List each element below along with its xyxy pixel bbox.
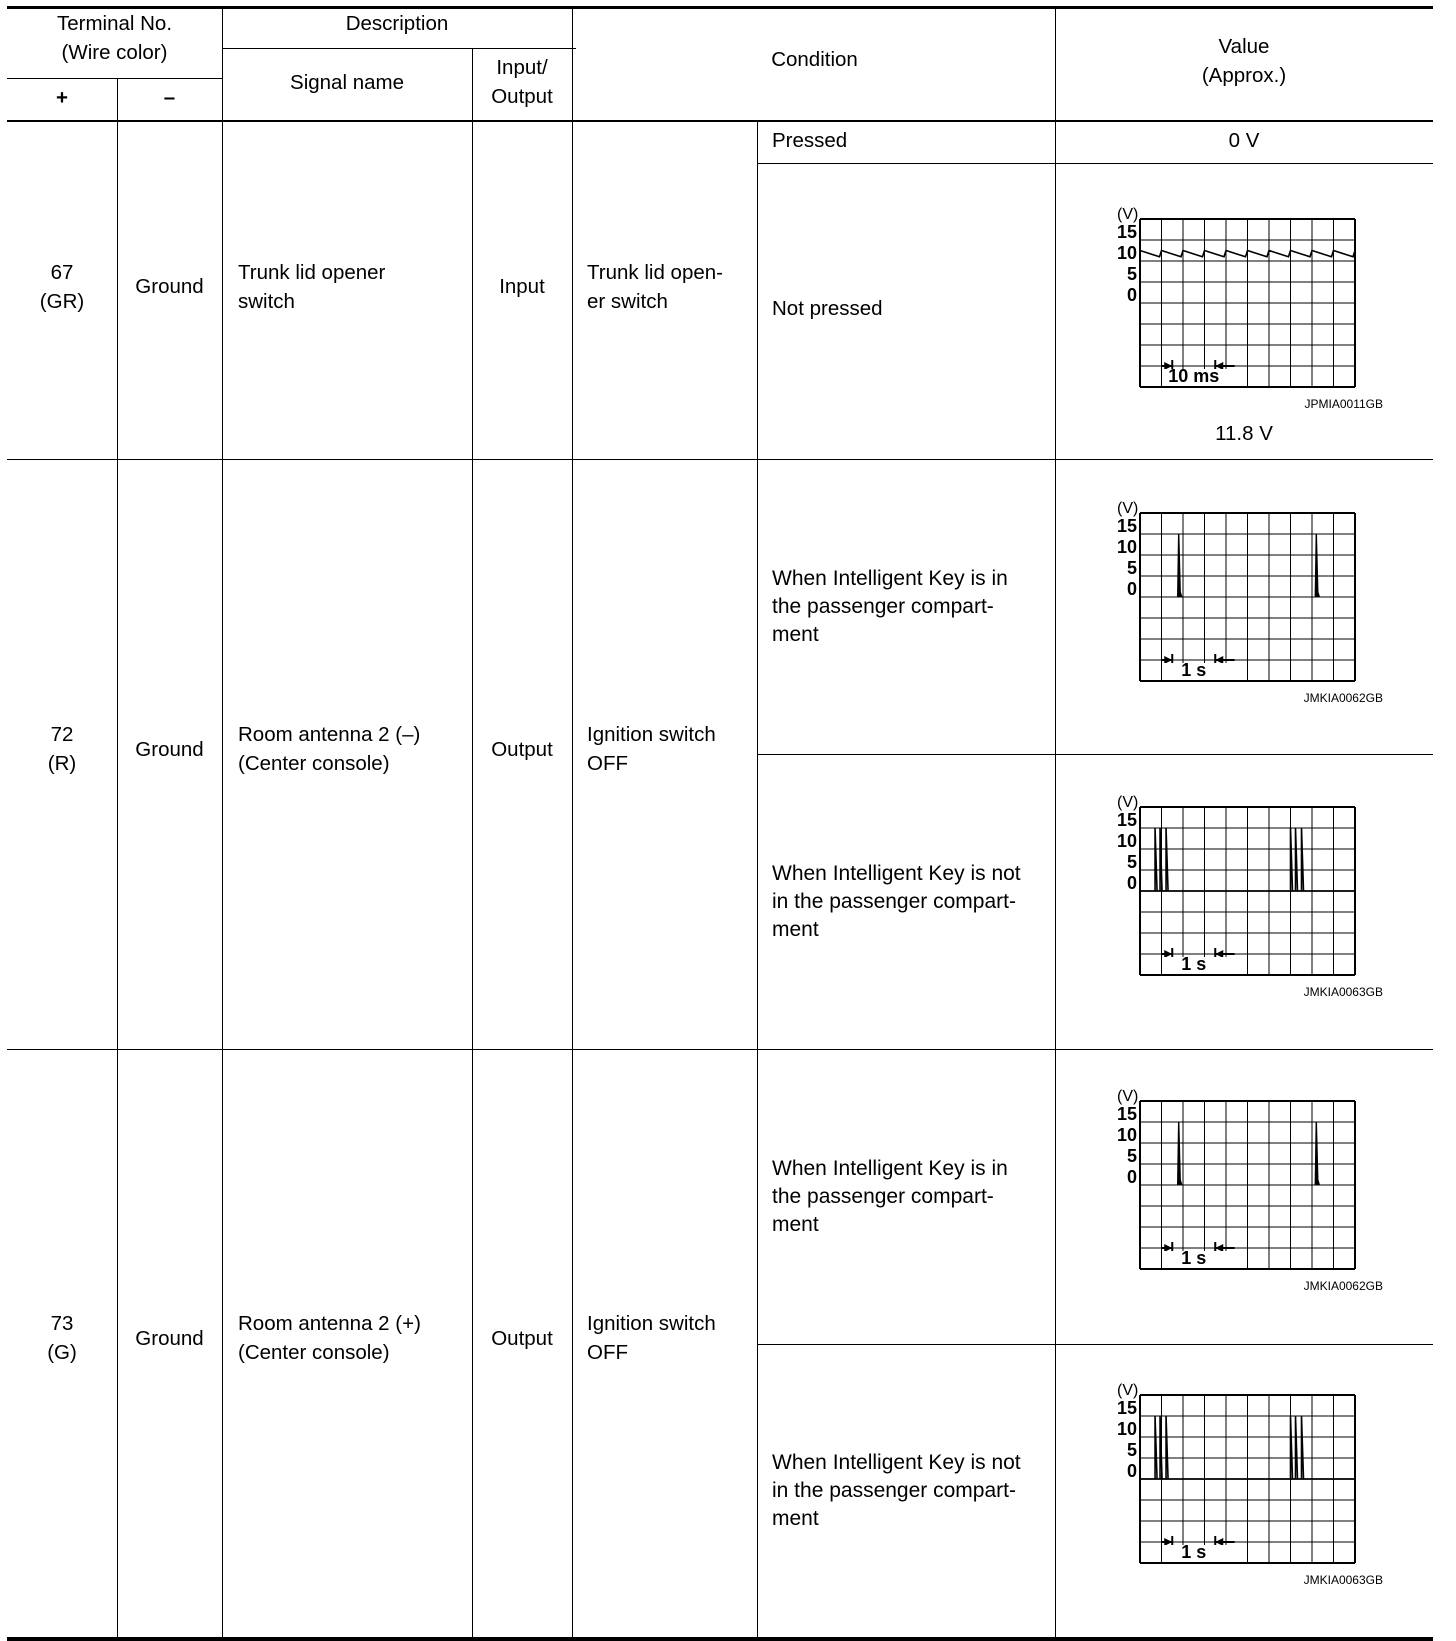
terminal-number: 73	[50, 1312, 74, 1335]
time-arrowhead	[1164, 950, 1172, 958]
rule	[222, 48, 576, 49]
sub-condition	[772, 1050, 1052, 1344]
header-value: Value	[1218, 35, 1270, 58]
oscilloscope-figure	[1095, 1085, 1395, 1300]
waveform-pulse	[1302, 828, 1304, 891]
wire-color: (R)	[47, 752, 77, 775]
y-tick-label: 0	[1126, 1167, 1137, 1187]
oscilloscope-figure	[1095, 497, 1395, 712]
wire-color: (GR)	[39, 290, 85, 313]
time-arrowhead	[1215, 1538, 1223, 1546]
input-output: Input	[499, 275, 545, 298]
y-tick-label: 10	[1116, 1125, 1137, 1145]
rule	[117, 78, 118, 1638]
figure-id: JMKIA0063GB	[1303, 1573, 1383, 1587]
rule	[7, 1049, 1433, 1050]
waveform-pulse	[1302, 1416, 1304, 1479]
waveform-pulse	[1178, 1122, 1182, 1185]
y-tick-label: 0	[1126, 579, 1137, 599]
sub-condition-text: When Intelligent Key is not in the passenger compart- ment	[772, 1451, 1021, 1530]
time-arrowhead	[1215, 656, 1223, 664]
value-text: 0 V	[1228, 129, 1260, 152]
figure-id: JMKIA0062GB	[1303, 691, 1383, 705]
sub-condition-text: When Intelligent Key is in the passenger compart- ment	[772, 567, 1008, 646]
signal-name: Room antenna 2 (–)	[238, 723, 421, 746]
minus-terminal: Ground	[135, 1327, 204, 1350]
header-minus: –	[163, 86, 176, 109]
sub-condition	[772, 460, 1052, 754]
header-input-output: Input/	[496, 56, 548, 79]
time-division-label: 10 ms	[1168, 366, 1220, 386]
y-tick-label: 5	[1126, 1440, 1137, 1460]
time-arrowhead	[1215, 950, 1223, 958]
signal-name: Room antenna 2 (+)	[238, 1312, 421, 1335]
waveform-pulse	[1315, 1122, 1319, 1185]
y-tick-label: 15	[1116, 222, 1137, 242]
terminal-number: 72	[50, 723, 74, 746]
condition-main: OFF	[587, 1341, 628, 1364]
waveform-pulse	[1178, 534, 1182, 597]
figure-id: JMKIA0063GB	[1303, 985, 1383, 999]
sub-condition	[772, 755, 1052, 1049]
table-top-rule	[7, 6, 1433, 9]
waveform-pulse	[1291, 1416, 1293, 1479]
time-arrowhead	[1164, 656, 1172, 664]
time-division-label: 1 s	[1181, 1248, 1207, 1268]
waveform-pulse	[1155, 1416, 1157, 1479]
time-arrowhead	[1215, 1244, 1223, 1252]
time-division-label: 1 s	[1181, 660, 1207, 680]
y-tick-label: 5	[1126, 264, 1137, 284]
time-division-label: 1 s	[1181, 1542, 1207, 1562]
sub-condition-text: When Intelligent Key is in the passenger compart- ment	[772, 1157, 1008, 1236]
waveform-pulse	[1291, 828, 1293, 891]
waveform-pulse	[1166, 828, 1168, 891]
condition-main: OFF	[587, 752, 628, 775]
header-value: (Approx.)	[1201, 64, 1287, 87]
y-tick-label: 5	[1126, 558, 1137, 578]
waveform-pulse	[1296, 1416, 1298, 1479]
header-input-output: Output	[491, 85, 553, 108]
y-tick-label: 15	[1116, 1398, 1137, 1418]
sub-condition	[772, 1345, 1052, 1637]
y-tick-label: 0	[1126, 285, 1137, 305]
y-tick-label: 0	[1126, 1461, 1137, 1481]
input-output: Output	[491, 1327, 553, 1350]
sub-condition: Pressed	[772, 129, 848, 152]
header-signal-name: Signal name	[290, 71, 404, 94]
table-bottom-rule	[7, 1637, 1433, 1641]
minus-terminal: Ground	[135, 275, 204, 298]
waveform-pulse	[1155, 828, 1157, 891]
rule	[757, 163, 1433, 164]
figure-id: JMKIA0062GB	[1303, 1279, 1383, 1293]
minus-terminal: Ground	[135, 738, 204, 761]
terminal-number: 67	[50, 261, 74, 284]
input-output: Output	[491, 738, 553, 761]
signal-name: (Center console)	[238, 752, 390, 775]
rule	[7, 78, 222, 79]
waveform-pulse	[1166, 1416, 1168, 1479]
oscilloscope-figure	[1095, 203, 1395, 418]
waveform-pulse	[1315, 534, 1319, 597]
rule	[1055, 7, 1056, 1638]
oscilloscope-figure	[1095, 791, 1395, 1006]
y-tick-label: 15	[1116, 1104, 1137, 1124]
y-tick-label: 10	[1116, 831, 1137, 851]
rule	[7, 459, 1433, 460]
y-tick-label: 10	[1116, 243, 1137, 263]
rule	[757, 120, 758, 1638]
condition-main: Ignition switch	[587, 723, 716, 746]
unit-label: (V)	[1117, 1088, 1139, 1105]
unit-label: (V)	[1117, 1382, 1139, 1399]
y-tick-label: 5	[1126, 852, 1137, 872]
rule	[572, 7, 573, 1638]
wire-color: (G)	[47, 1341, 77, 1364]
header-wire-color: (Wire color)	[61, 41, 168, 64]
time-arrowhead	[1164, 1538, 1172, 1546]
unit-label: (V)	[1117, 206, 1139, 223]
condition-main: Ignition switch	[587, 1312, 716, 1335]
signal-name: (Center console)	[238, 1341, 390, 1364]
condition-main: Trunk lid open-	[587, 261, 723, 284]
y-tick-label: 5	[1126, 1146, 1137, 1166]
value-text: 11.8 V	[1215, 422, 1273, 445]
y-tick-label: 15	[1116, 516, 1137, 536]
time-arrowhead	[1164, 1244, 1172, 1252]
y-tick-label: 10	[1116, 537, 1137, 557]
header-bottom-rule	[7, 120, 1433, 122]
signal-name: Trunk lid opener	[238, 261, 386, 284]
unit-label: (V)	[1117, 794, 1139, 811]
time-division-label: 1 s	[1181, 954, 1207, 974]
header-terminal-no: Terminal No.	[56, 12, 173, 35]
rule	[222, 7, 223, 1638]
y-tick-label: 10	[1116, 1419, 1137, 1439]
oscilloscope-figure	[1095, 1379, 1395, 1594]
figure-id: JPMIA0011GB	[1304, 397, 1383, 411]
header-plus: +	[56, 86, 68, 109]
header-condition: Condition	[771, 48, 858, 71]
sub-condition-text: When Intelligent Key is not in the passenger compart- ment	[772, 862, 1021, 941]
y-tick-label: 15	[1116, 810, 1137, 830]
condition-main: er switch	[587, 290, 668, 313]
y-tick-label: 0	[1126, 873, 1137, 893]
waveform-pulse	[1296, 828, 1298, 891]
header-description: Description	[345, 12, 449, 35]
signal-name: switch	[238, 290, 295, 313]
unit-label: (V)	[1117, 500, 1139, 517]
sub-condition: Not pressed	[772, 297, 883, 320]
